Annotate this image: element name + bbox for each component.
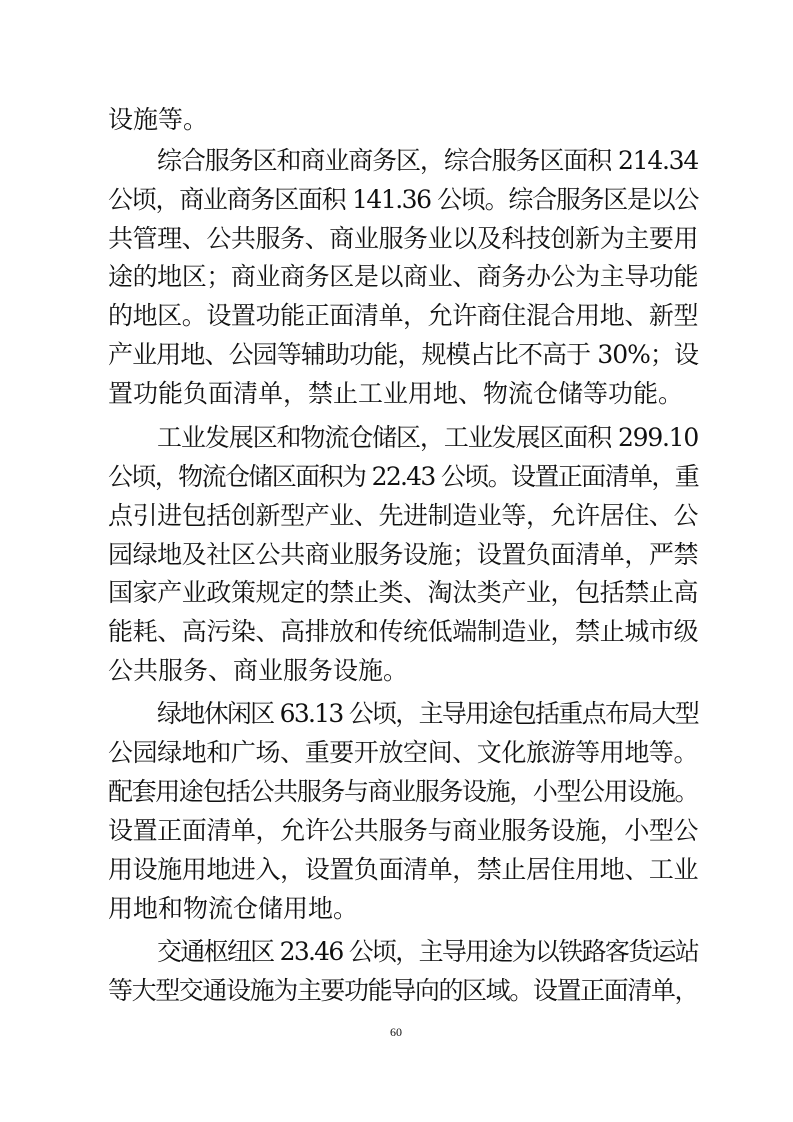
- text-line: 设施等。: [108, 105, 209, 134]
- text-line: 工业发展区和物流仓储区，工业发展区面积 299.10: [157, 423, 698, 452]
- text-line: 用设施用地进入，设置负面清单，禁止居住用地、工业: [108, 855, 698, 884]
- text-line: 共管理、公共服务、商业服务业以及科技创新为主要用: [108, 224, 698, 253]
- text-line: 能耗、高污染、高排放和传统低端制造业，禁止城市级: [108, 617, 698, 646]
- text-line: 综合服务区和商业商务区，综合服务区面积 214.34: [157, 146, 698, 175]
- text-line: 公共服务、商业服务设施。: [108, 656, 409, 685]
- text-line: 产业用地、公园等辅助功能，规模占比不高于 30%；设: [108, 340, 698, 369]
- text-line: 配套用途包括公共服务与商业服务设施，小型公用设施。: [108, 777, 698, 806]
- text-line: 国家产业政策规定的禁止类、淘汰类产业，包括禁止高: [108, 578, 698, 607]
- text-line: 公顷，物流仓储区面积为 22.43 公顷。设置正面清单，重: [108, 462, 698, 491]
- text-line: 用地和物流仓储用地。: [108, 894, 359, 923]
- text-line: 置功能负面清单，禁止工业用地、物流仓储等功能。: [108, 379, 684, 408]
- text-line: 的地区。设置功能正面清单，允许商住混合用地、新型: [108, 301, 698, 330]
- text-line: 途的地区；商业商务区是以商业、商务办公为主导功能: [108, 262, 698, 291]
- text-line: 公园绿地和广场、重要开放空间、文化旅游等用地等。: [108, 738, 698, 767]
- text-line: 园绿地及社区公共商业服务设施；设置负面清单，严禁: [108, 540, 698, 569]
- text-line: 设置正面清单，允许公共服务与商业服务设施，小型公: [108, 816, 698, 845]
- text-line: 点引进包括创新型产业、先进制造业等，允许居住、公: [108, 501, 698, 530]
- page-number: 60: [390, 1025, 402, 1039]
- text-line: 公顷，商业商务区面积 141.36 公顷。综合服务区是以公: [108, 185, 698, 214]
- text-line: 交通枢纽区 23.46 公顷，主导用途为以铁路客货运站: [157, 937, 698, 966]
- text-line: 等大型交通设施为主要功能导向的区域。设置正面清单，: [108, 976, 698, 1005]
- text-line: 绿地休闲区 63.13 公顷，主导用途包括重点布局大型: [157, 699, 698, 728]
